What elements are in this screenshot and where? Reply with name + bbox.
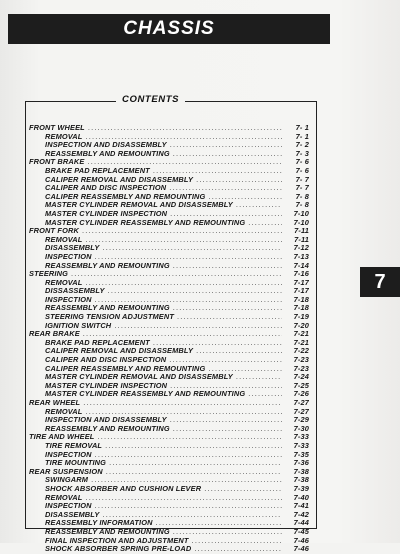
toc-dot-leader (85, 494, 282, 503)
toc-entry-label: MASTER CYLINDER INSPECTION (45, 209, 168, 218)
toc-dot-leader (153, 339, 282, 348)
toc-entry-label: REMOVAL (45, 235, 83, 244)
toc-entry-page: 7-46 (293, 545, 309, 554)
toc-entry-label: TIRE AND WHEEL (29, 433, 95, 442)
toc-section[interactable] (29, 433, 309, 442)
toc-subentry[interactable] (29, 425, 309, 434)
toc-entry-label: CALIPER AND DISC INSPECTION (45, 184, 167, 193)
toc-section[interactable] (29, 227, 309, 236)
toc-subentry[interactable] (29, 141, 309, 150)
toc-dot-leader (85, 279, 282, 288)
toc-entry-page: 7-26 (293, 390, 309, 399)
toc-subentry[interactable] (29, 416, 309, 425)
toc-entry-label: INSPECTION (45, 295, 92, 304)
toc-entry-page: 7- 1 (295, 124, 309, 132)
toc-dot-leader (170, 210, 282, 219)
toc-dot-leader (248, 219, 282, 228)
toc-entry-label: SWINGARM (45, 476, 89, 485)
toc-subentry[interactable] (29, 262, 309, 271)
toc-entry-page: 7-23 (293, 364, 309, 373)
toc-entry-label: REASSEMBLY AND REMOUNTING (45, 304, 170, 313)
toc-dot-leader (170, 382, 282, 391)
toc-entry-label: CALIPER AND DISC INSPECTION (45, 356, 167, 365)
toc-subentry[interactable] (29, 313, 309, 322)
toc-entry-label: MASTER CYLINDER REMOVAL AND DISASSEMBLY (45, 201, 233, 210)
toc-entry-page: 7-39 (293, 484, 309, 493)
toc-entry-page: 7-18 (293, 304, 309, 313)
toc-dot-leader (169, 356, 282, 365)
toc-subentry[interactable] (29, 304, 309, 313)
toc-dot-leader (83, 399, 282, 408)
toc-entry-page: 7-17 (293, 278, 309, 287)
toc-subentry[interactable] (29, 287, 309, 296)
toc-dot-leader (71, 270, 282, 279)
toc-dot-leader (97, 433, 282, 442)
toc-entry-page: 7-24 (293, 373, 309, 382)
toc-entry-label: INSPECTION (45, 450, 92, 459)
toc-section[interactable] (29, 124, 309, 133)
toc-entry-label: BRAKE PAD REPLACEMENT (45, 338, 150, 347)
toc-dot-leader (236, 373, 282, 382)
toc-section[interactable] (29, 468, 309, 477)
toc-dot-leader (173, 150, 282, 159)
toc-dot-leader (204, 485, 282, 494)
toc-entry-page: 7-21 (293, 338, 309, 347)
toc-entry-label: SHOCK ABSORBER SPRING PRE-LOAD (45, 545, 192, 554)
toc-entry-page: 7-20 (293, 321, 309, 330)
toc-section[interactable] (29, 399, 309, 408)
toc-dot-leader (91, 476, 282, 485)
toc-dot-leader (95, 451, 282, 460)
toc-entry-page: 7- 8 (295, 201, 309, 210)
toc-entry-label: FRONT WHEEL (29, 124, 85, 132)
toc-dot-leader (105, 442, 282, 451)
toc-subentry[interactable] (29, 219, 309, 228)
toc-dot-leader (194, 545, 282, 554)
toc-entry-label: FRONT BRAKE (29, 158, 85, 167)
toc-subentry[interactable] (29, 236, 309, 245)
toc-entry-page: 7-25 (293, 381, 309, 390)
toc-dot-leader (173, 304, 282, 313)
toc-dot-leader (102, 244, 282, 253)
toc-dot-leader (170, 141, 282, 150)
toc-entry-page: 7-23 (293, 356, 309, 365)
chapter-tab-marker: 7 (360, 267, 400, 297)
toc-dot-leader (196, 176, 282, 185)
toc-entry-label: REMOVAL (45, 407, 83, 416)
toc-entry-page: 7-45 (293, 527, 309, 536)
toc-entry-page: 7-46 (293, 536, 309, 545)
chapter-title-banner: CHASSIS (8, 14, 330, 44)
toc-entry-page: 7- 6 (295, 158, 309, 167)
toc-entry-page: 7-41 (293, 502, 309, 511)
toc-entry-label: MASTER CYLINDER REASSEMBLY AND REMOUNTING (45, 218, 246, 227)
toc-entry-label: INSPECTION (45, 252, 92, 261)
toc-entry-label: REASSEMBLY AND REMOUNTING (45, 424, 170, 433)
toc-subentry[interactable] (29, 184, 309, 193)
toc-entry-page: 7-19 (293, 313, 309, 322)
toc-subentry[interactable] (29, 494, 309, 503)
toc-dot-leader (106, 468, 282, 477)
toc-entry-page: 7- 3 (295, 149, 309, 158)
toc-dot-leader (95, 502, 282, 511)
toc-entry-page: 7-38 (293, 476, 309, 485)
toc-entry-page: 7- 8 (295, 192, 309, 201)
toc-dot-leader (169, 184, 282, 193)
toc-subentry[interactable] (29, 356, 309, 365)
toc-dot-leader (208, 193, 282, 202)
toc-entry-label: REMOVAL (45, 493, 83, 502)
toc-subentry[interactable] (29, 476, 309, 485)
toc-dot-leader (208, 365, 282, 374)
toc-subentry[interactable] (29, 537, 309, 546)
toc-entry-label: INSPECTION (45, 502, 92, 511)
toc-entry-label: REASSEMBLY INFORMATION (45, 519, 153, 528)
toc-subentry[interactable] (29, 382, 309, 391)
toc-entry-label: DISSASSEMBLY (45, 287, 105, 296)
toc-entry-label: DISASSEMBLY (45, 244, 100, 253)
toc-dot-leader (236, 201, 282, 210)
toc-dot-leader (83, 330, 282, 339)
toc-entry-page: 7-17 (293, 287, 309, 296)
toc-dot-leader (102, 511, 282, 520)
toc-section[interactable] (29, 158, 309, 167)
toc-entry-label: REASSEMBLY AND REMOUNTING (45, 149, 170, 158)
toc-entry-page: 7-12 (293, 244, 309, 253)
toc-entry-page: 7-14 (293, 261, 309, 270)
toc-entry-label: REASSEMBLY AND REMOUNTING (45, 527, 170, 536)
toc-entry-label: MASTER CYLINDER REASSEMBLY AND REMOUNTING (45, 390, 246, 399)
toc-entry-page: 7-10 (293, 218, 309, 227)
toc-section[interactable] (29, 330, 309, 339)
toc-entry-page: 7- 1 (295, 132, 309, 141)
toc-entry-label: FINAL INSPECTION AND ADJUSTMENT (45, 536, 189, 545)
toc-dot-leader (177, 313, 282, 322)
toc-dot-leader (88, 124, 282, 133)
toc-entry-label: MASTER CYLINDER REMOVAL AND DISASSEMBLY (45, 373, 233, 382)
toc-dot-leader (170, 416, 282, 425)
toc-entry-label: DISASSEMBLY (45, 510, 100, 519)
toc-subentry[interactable] (29, 511, 309, 520)
toc-section[interactable] (29, 270, 309, 279)
toc-dot-leader (85, 408, 282, 417)
toc-dot-leader (248, 390, 282, 399)
toc-entry-page: 7-11 (294, 227, 309, 236)
toc-subentry[interactable] (29, 347, 309, 356)
toc-subentry[interactable] (29, 528, 309, 537)
toc-entry-page: 7-33 (293, 441, 309, 450)
toc-subentry[interactable] (29, 459, 309, 468)
toc-entry-label: CALIPER REASSEMBLY AND REMOUNTING (45, 192, 206, 201)
toc-subentry[interactable] (29, 545, 309, 554)
toc-entry-page: 7- 2 (295, 141, 309, 150)
table-of-contents (29, 124, 309, 554)
toc-entry-label: REAR BRAKE (29, 330, 80, 339)
toc-subentry[interactable] (29, 339, 309, 348)
toc-subentry[interactable] (29, 253, 309, 262)
toc-subentry[interactable] (29, 365, 309, 374)
toc-entry-label: CALIPER REASSEMBLY AND REMOUNTING (45, 364, 206, 373)
toc-entry-page: 7-27 (293, 399, 309, 407)
toc-subentry[interactable] (29, 296, 309, 305)
toc-entry-page: 7-29 (293, 416, 309, 425)
toc-dot-leader (114, 322, 282, 331)
toc-subentry[interactable] (29, 373, 309, 382)
toc-subentry[interactable] (29, 210, 309, 219)
toc-entry-label: CALIPER REMOVAL AND DISASSEMBLY (45, 175, 194, 184)
toc-subentry[interactable] (29, 133, 309, 142)
toc-dot-leader (153, 167, 282, 176)
toc-dot-leader (87, 158, 282, 167)
toc-subentry[interactable] (29, 193, 309, 202)
toc-dot-leader (173, 425, 282, 434)
toc-dot-leader (85, 133, 282, 142)
toc-entry-label: MASTER CYLINDER INSPECTION (45, 381, 168, 390)
toc-subentry[interactable] (29, 485, 309, 494)
toc-entry-page: 7-38 (293, 467, 309, 476)
toc-entry-label: REASSEMBLY AND REMOUNTING (45, 261, 170, 270)
toc-entry-label: REAR WHEEL (29, 399, 81, 407)
toc-entry-page: 7-42 (293, 510, 309, 519)
toc-dot-leader (173, 262, 282, 271)
toc-entry-page: 7-11 (294, 235, 309, 244)
toc-subentry[interactable] (29, 201, 309, 210)
toc-entry-page: 7-33 (293, 433, 309, 442)
toc-entry-page: 7-22 (293, 347, 309, 356)
toc-entry-page: 7- 7 (295, 175, 309, 184)
toc-entry-page: 7-30 (293, 424, 309, 433)
toc-entry-label: SHOCK ABSORBER AND CUSHION LEVER (45, 484, 202, 493)
toc-dot-leader (192, 537, 282, 546)
toc-dot-leader (173, 528, 282, 537)
toc-subentry[interactable] (29, 150, 309, 159)
toc-subentry[interactable] (29, 167, 309, 176)
toc-subentry[interactable] (29, 244, 309, 253)
toc-dot-leader (82, 227, 282, 236)
toc-entry-label: FRONT FORK (29, 227, 79, 236)
toc-entry-label: CALIPER REMOVAL AND DISASSEMBLY (45, 347, 194, 356)
toc-entry-label: REMOVAL (45, 132, 83, 141)
toc-entry-label: INSPECTION AND DISASSEMBLY (45, 416, 167, 425)
toc-entry-label: TIRE REMOVAL (45, 441, 103, 450)
toc-entry-page: 7-18 (293, 295, 309, 304)
toc-subentry[interactable] (29, 408, 309, 417)
toc-subentry[interactable] (29, 451, 309, 460)
toc-entry-page: 7-44 (293, 519, 309, 528)
toc-entry-label: TIRE MOUNTING (45, 459, 107, 468)
toc-subentry[interactable] (29, 176, 309, 185)
toc-entry-label: INSPECTION AND DISASSEMBLY (45, 141, 167, 150)
toc-entry-page: 7-40 (293, 493, 309, 502)
toc-entry-label: IGNITION SWITCH (45, 321, 112, 330)
toc-entry-page: 7-35 (293, 450, 309, 459)
toc-entry-page: 7-16 (293, 270, 309, 279)
toc-entry-page: 7-36 (293, 459, 309, 468)
toc-subentry[interactable] (29, 390, 309, 399)
toc-subentry[interactable] (29, 279, 309, 288)
toc-entry-page: 7-27 (293, 407, 309, 416)
toc-entry-label: STEERING TENSION ADJUSTMENT (45, 313, 175, 322)
toc-entry-page: 7- 6 (295, 166, 309, 175)
toc-entry-label: REMOVAL (45, 278, 83, 287)
toc-dot-leader (95, 253, 282, 262)
toc-dot-leader (95, 296, 282, 305)
toc-entry-page: 7-21 (293, 330, 309, 339)
toc-entry-label: STEERING (29, 270, 68, 279)
toc-dot-leader (156, 519, 282, 528)
toc-entry-label: BRAKE PAD REPLACEMENT (45, 166, 150, 175)
toc-entry-page: 7-10 (293, 209, 309, 218)
toc-subentry[interactable] (29, 519, 309, 528)
toc-subentry[interactable] (29, 442, 309, 451)
toc-dot-leader (85, 236, 282, 245)
toc-dot-leader (196, 347, 282, 356)
toc-subentry[interactable] (29, 322, 309, 331)
toc-entry-page: 7-13 (293, 252, 309, 261)
toc-entry-page: 7- 7 (295, 184, 309, 193)
toc-subentry[interactable] (29, 502, 309, 511)
toc-dot-leader (108, 287, 282, 296)
toc-dot-leader (109, 459, 282, 468)
contents-heading: CONTENTS (116, 94, 185, 105)
toc-entry-label: REAR SUSPENSION (29, 467, 103, 476)
